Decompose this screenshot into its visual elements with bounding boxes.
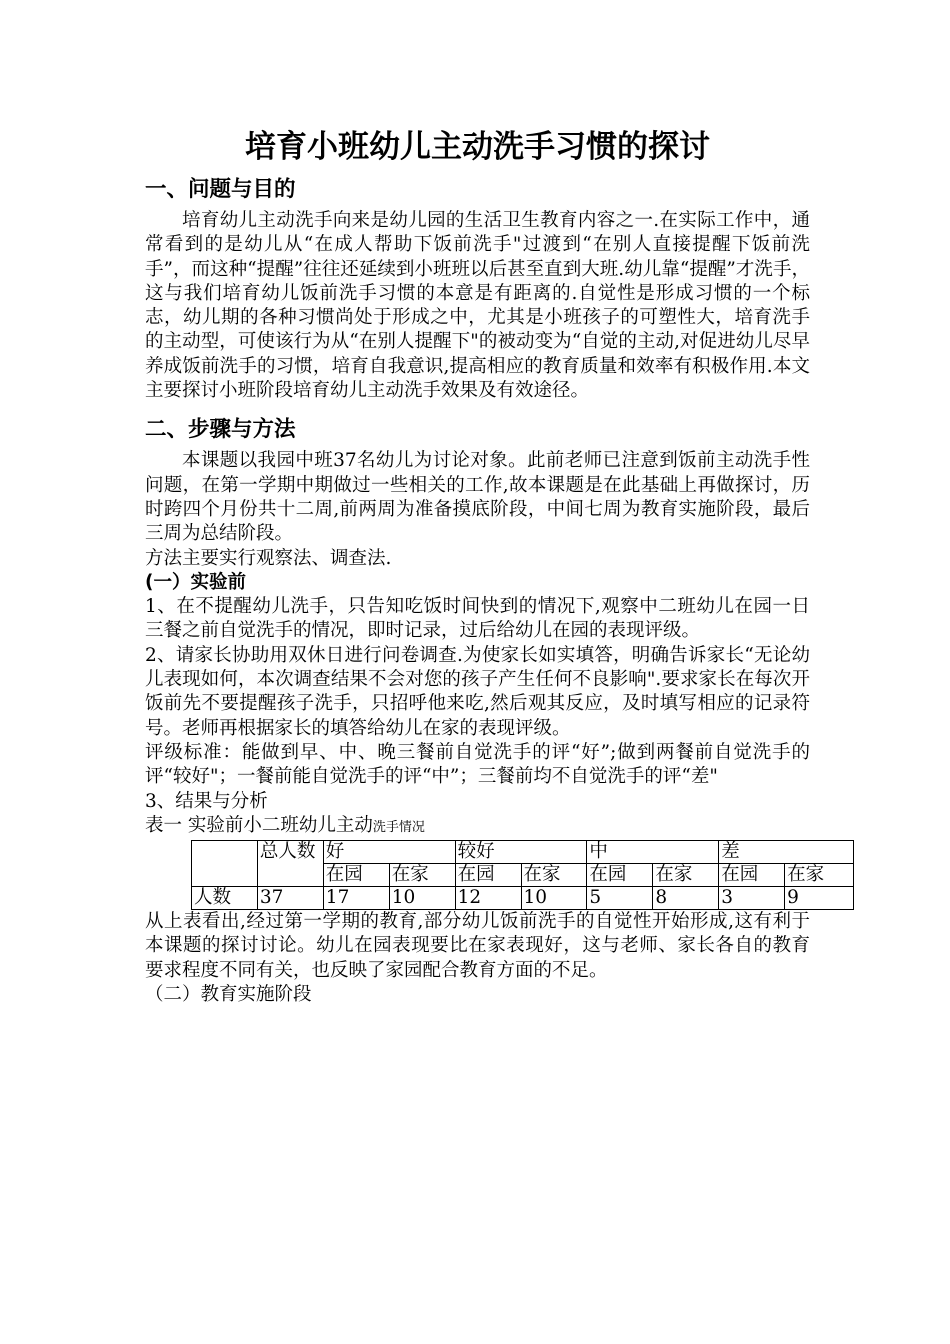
- table-header-row: [192, 841, 854, 864]
- table-cell: 10: [521, 887, 587, 910]
- table-caption-main: 表一 实验前小二班幼儿主动: [145, 814, 373, 836]
- section-heading-2: 二、步骤与方法: [145, 417, 296, 443]
- table-row: [192, 887, 854, 910]
- table-cell: 8: [653, 887, 719, 910]
- section2-paragraph-2: 方法主要实行观察法、调查法.: [145, 547, 392, 569]
- table-header-fairly-good: 较好: [455, 841, 587, 864]
- table-cell: 9: [785, 887, 854, 910]
- table-subheader: 在园: [455, 864, 521, 887]
- table-subheader: 在家: [785, 864, 854, 887]
- table-corner-cell: [192, 841, 258, 887]
- section2-paragraph-1: 本课题以我园中班37名幼儿为讨论对象。此前老师已注意到饭前主动洗手性问题，在第一学期中期做过一些相关的工作,故本课题是在此基础上再做探讨，历时跨四个月份共十二周,前两周为准备摸底阶段，中间七周为教育实施阶段，最后三周为总结阶段。: [145, 450, 810, 545]
- list-item-2: 2、请家长协助用双休日进行问卷调查.为使家长如实填答，明确告诉家长“无论幼儿表现如何，本次调查结果不会对您的孩子产生任何不良影响".要求家长在每次开饭前先不要提醒孩子洗手，只招呼他来吃,然后观其反应，及时填写相应的记录符号。老师再根据家长的填答给幼儿在家的表现评级。: [145, 644, 810, 739]
- table-cell: 3: [719, 887, 785, 910]
- table-subheader: 在园: [719, 864, 785, 887]
- table-caption-small: 洗手情况: [372, 819, 425, 835]
- table-row-label: 人数: [192, 887, 258, 910]
- table-cell: 12: [455, 887, 521, 910]
- table-cell: 37: [257, 887, 323, 910]
- list-item-3: 3、结果与分析: [145, 790, 268, 812]
- table-caption: [145, 814, 810, 840]
- table-cell: 5: [587, 887, 653, 910]
- section-heading-1: 一、问题与目的: [145, 177, 296, 202]
- table-cell: 10: [389, 887, 455, 910]
- table-cell: 17: [323, 887, 389, 910]
- section1-paragraph: 培育幼儿主动洗手向来是幼儿园的生活卫生教育内容之一.在实际工作中，通常看到的是幼儿从“在成人帮助下饭前洗手"过渡到“在别人直接提醒下饭前洗手”，而这种“提醒”往往还延续到小班班以后甚至直到大班.幼儿靠“提醒”才洗手，这与我们培育幼儿饭前洗手习惯的本意是有距离的.自觉性是形成习惯的一个标志，幼儿期的各种习惯尚处于形成之中，尤其是小班孩子的可塑性大，培育洗手的主动型，可使该行为从“在别人提醒下"的被动变为“自觉的主动,对促进幼儿尽早养成饭前洗手的习惯，培育自我意识,提高相应的教育质量和效率有积极作用.本文主要探讨小班阶段培育幼儿主动洗手效果及有效途径。: [145, 210, 810, 402]
- criteria-paragraph: 评级标准：能做到早、中、晚三餐前自觉洗手的评“好”;做到两餐前自觉洗手的评“较好"；一餐前能自觉洗手的评“中”；三餐前均不自觉洗手的评“差": [145, 741, 810, 788]
- table-subheader: 在家: [521, 864, 587, 887]
- document-content: [145, 125, 825, 1007]
- results-table: [191, 840, 854, 910]
- subsection-heading-1: (一）实验前: [145, 571, 246, 593]
- list-item-1: 1、在不提醒幼儿洗手，只告知吃饭时间快到的情况下,观察中二班幼儿在园一日三餐之前自觉洗手的情况，即时记录，过后给幼儿在园的表现评级。: [145, 596, 810, 642]
- table-subheader: 在园: [587, 864, 653, 887]
- document-title: 培育小班幼儿主动洗手习惯的探讨: [245, 129, 710, 165]
- table-header-total: 总人数: [257, 841, 323, 887]
- table-subheader: 在家: [653, 864, 719, 887]
- subsection-heading-2: （二）教育实施阶段: [145, 984, 312, 1006]
- table-header-poor: 差: [719, 841, 854, 864]
- table-subheader: 在家: [389, 864, 455, 887]
- analysis-paragraph: 从上表看出,经过第一学期的教育,部分幼儿饭前洗手的自觉性开始形成,这有利于本课题的探讨讨论。幼儿在园表现要比在家表现好，这与老师、家长各自的教育要求程度不同有关，也反映了家园配合教育方面的不足。: [145, 911, 810, 981]
- table-header-good: 好: [323, 841, 455, 864]
- table-subheader: 在园: [323, 864, 389, 887]
- table-header-medium: 中: [587, 841, 719, 864]
